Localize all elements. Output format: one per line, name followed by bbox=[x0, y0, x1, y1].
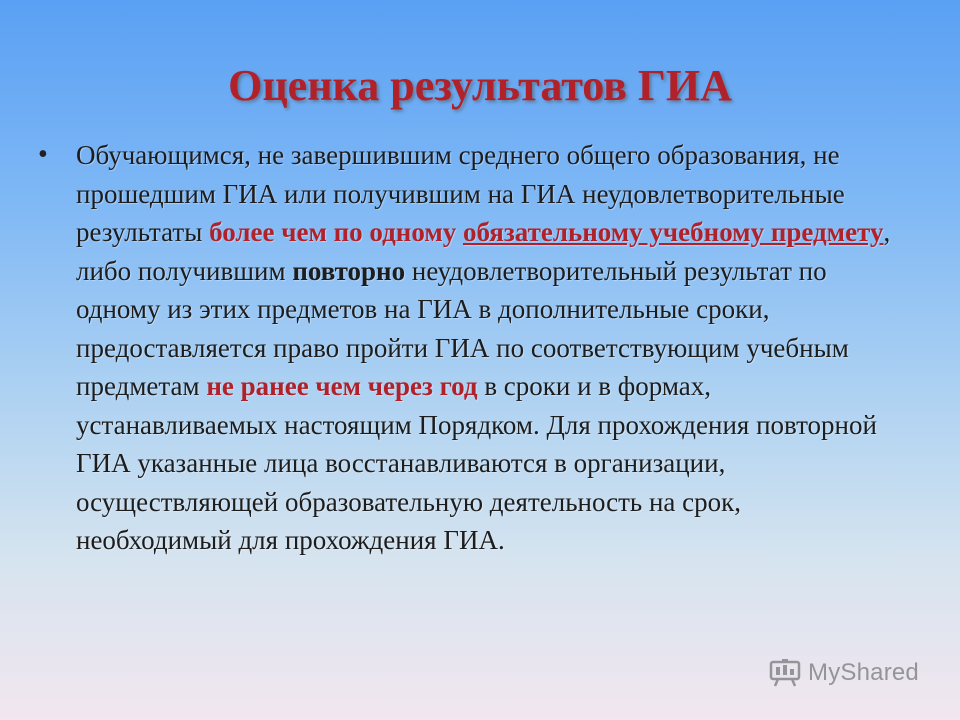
watermark bbox=[768, 658, 919, 688]
watermark-text: MyShared bbox=[808, 659, 919, 686]
bullet-icon: • bbox=[38, 139, 48, 170]
paragraph-text-3: неудовлетворительный результат по одному из этих предметов на ГИА в дополнительные сроки, предоставляется право пройти ГИА по соответствующим учебным предметам bbox=[76, 255, 849, 401]
emphasis-more-than-one: более чем по одному bbox=[209, 217, 463, 247]
bullet-list bbox=[38, 136, 898, 560]
presentation-board-icon bbox=[768, 658, 802, 688]
paragraph-text-2: , либо получившим bbox=[76, 217, 891, 286]
list-item bbox=[38, 136, 898, 560]
emphasis-mandatory-subject: обязательному учебному предмету bbox=[462, 217, 884, 247]
paragraph-text-1: Обучающимся, не завершившим среднего общего образования, не прошедшим ГИА или получившим на ГИА неудовлетворительные результаты bbox=[76, 140, 845, 247]
emphasis-repeatedly: повторно bbox=[292, 255, 406, 286]
paragraph-text-4: в сроки и в формах, устанавливаемых настоящим Порядком. Для прохождения повторной ГИА указанные лица восстанавливаются в организации, осуществляющей образовательную деятельность на срок, необходимый для прохождения ГИА. bbox=[76, 371, 877, 555]
emphasis-not-earlier-than-year: не ранее чем через год bbox=[206, 371, 478, 401]
body-paragraph bbox=[76, 136, 898, 560]
slide-title: Оценка результатов ГИА bbox=[228, 61, 732, 110]
